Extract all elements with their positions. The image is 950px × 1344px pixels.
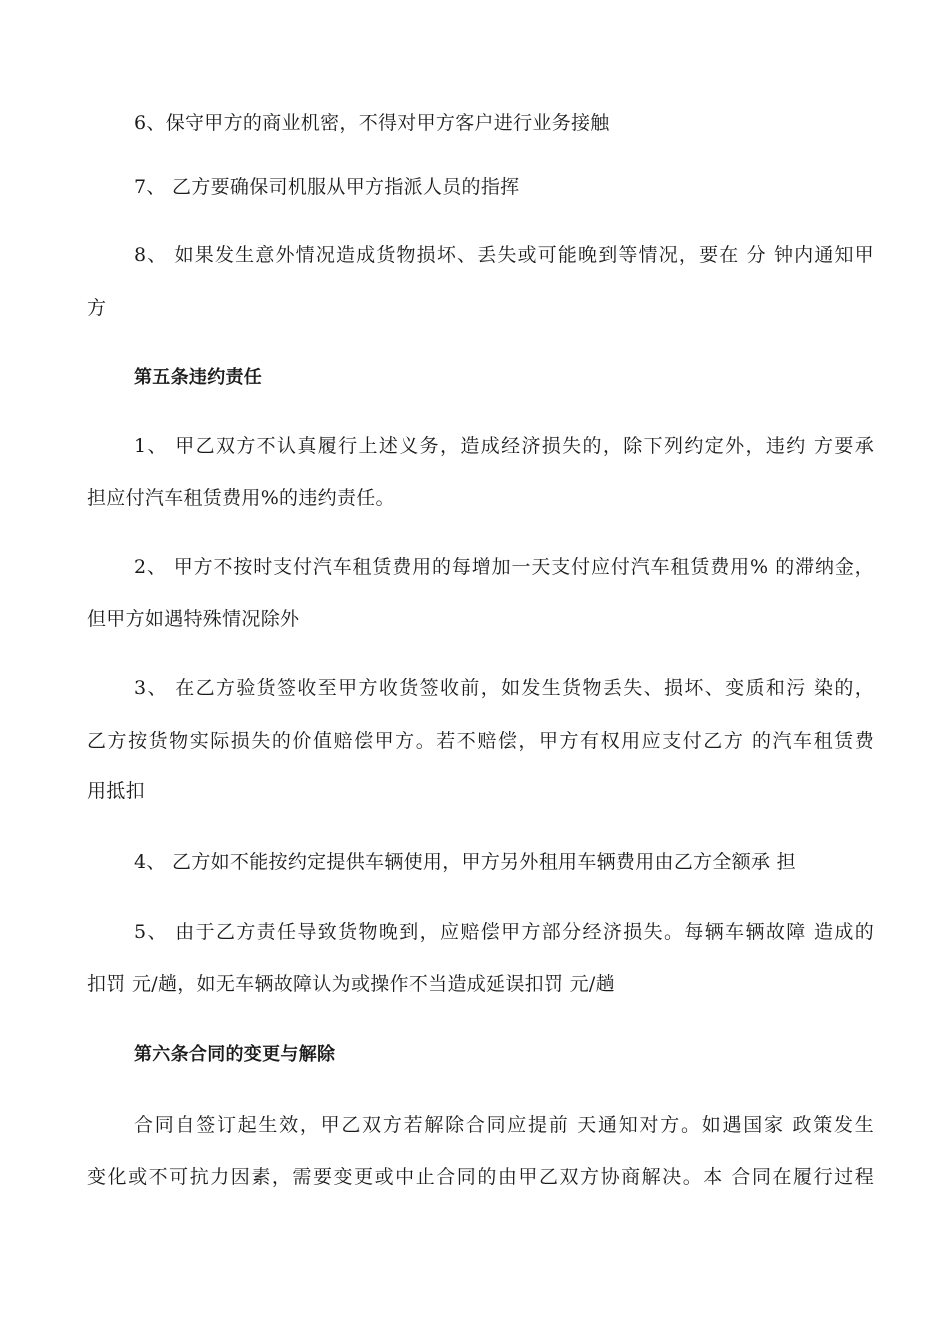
clause-5-item-2-line-2: 但甲方如遇特殊情况除外: [87, 608, 300, 630]
clause-4-item-8-line-2: 方: [87, 297, 107, 319]
clause-5-item-1-line-2: 担应付汽车租赁费用%的违约责任。: [87, 487, 395, 509]
clause-6-paragraph-line-2: 变化或不可抗力因素，需要变更或中止合同的由甲乙双方协商解决。本 合同在履行过程: [87, 1166, 874, 1188]
clause-5-item-2-line-1: 2、 甲方不按时支付汽车租赁费用的每增加一天支付应付汽车租赁费用% 的滞纳金，: [134, 556, 874, 578]
section-heading-5: 第五条违约责任: [134, 367, 263, 388]
clause-5-item-5-line-1: 5、 由于乙方责任导致货物晚到，应赔偿甲方部分经济损失。每辆车辆故障 造成的: [134, 921, 874, 943]
clause-5-item-3-line-1: 3、 在乙方验货签收至甲方收货签收前，如发生货物丢失、损坏、变质和污 染的，: [134, 677, 874, 699]
clause-4-item-6: 6、保守甲方的商业机密，不得对甲方客户进行业务接触: [134, 112, 610, 134]
clause-4-item-7: 7、 乙方要确保司机服从甲方指派人员的指挥: [134, 176, 520, 198]
clause-6-paragraph-line-1: 合同自签订起生效，甲乙双方若解除合同应提前 天通知对方。如遇国家 政策发生: [134, 1114, 874, 1136]
clause-4-item-8-line-1: 8、 如果发生意外情况造成货物损坏、丢失或可能晚到等情况，要在 分 钟内通知甲: [134, 244, 874, 266]
section-heading-6: 第六条合同的变更与解除: [134, 1044, 336, 1065]
clause-5-item-1-line-1: 1、 甲乙双方不认真履行上述义务，造成经济损失的，除下列约定外，违约 方要承: [134, 435, 874, 457]
clause-5-item-3-line-3: 用抵扣: [87, 780, 145, 802]
clause-5-item-5-line-2: 扣罚 元/趟，如无车辆故障认为或操作不当造成延误扣罚 元/趟: [87, 973, 615, 995]
clause-5-item-3-line-2: 乙方按货物实际损失的价值赔偿甲方。若不赔偿，甲方有权用应支付乙方 的汽车租赁费: [87, 730, 874, 752]
clause-5-item-4: 4、 乙方如不能按约定提供车辆使用，甲方另外租用车辆费用由乙方全额承 担: [134, 851, 796, 873]
